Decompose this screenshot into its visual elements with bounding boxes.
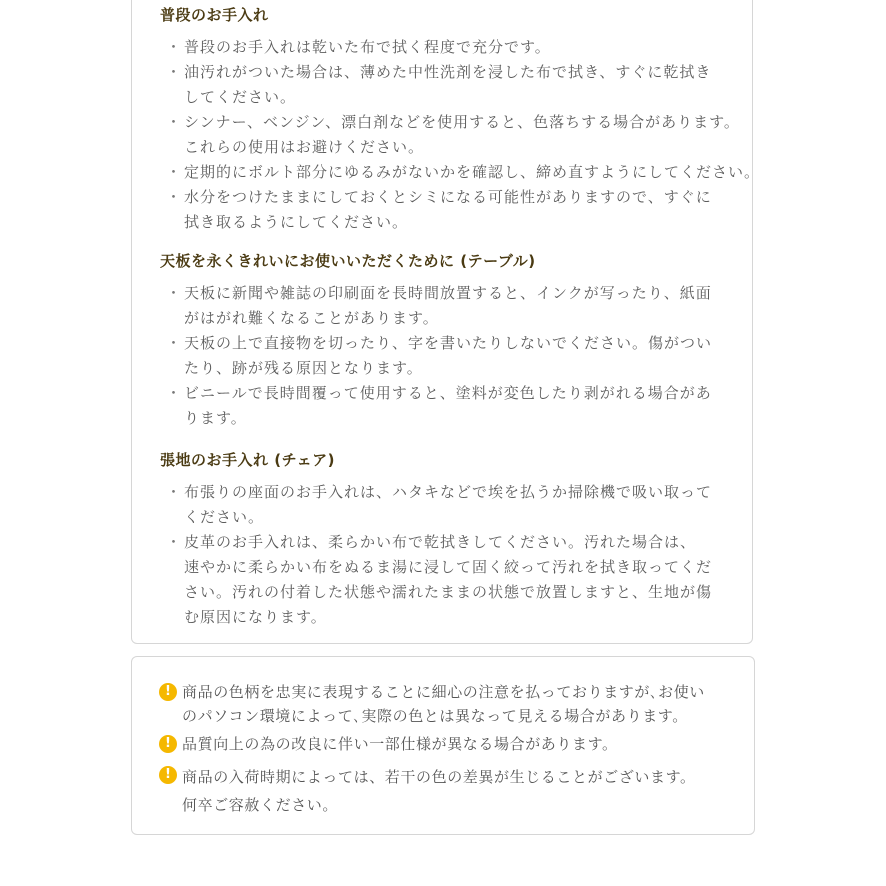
list-item: ・ 定期的にボルト部分にゆるみがないかを確認し、締め直すようにしてください。: [160, 160, 760, 185]
notice-text: 品質向上の為の改良に伴い一部仕様が異なる場合があります。: [182, 735, 618, 753]
care-instructions-panel: [131, 0, 761, 644]
notice-item: [159, 732, 739, 756]
section-daily-care: [160, 5, 760, 235]
bullet: ・: [166, 113, 183, 131]
list-item: ・ シンナー、ベンジン、漂白剤などを使用すると、色落ちする場合があります。 これらの使用はお避けください。: [160, 110, 760, 160]
notice-text: 商品の色柄を忠実に表現することに細心の注意を払っておりますが､お使い のパソコン環境によって､実際の色とは異なって見える場合があります。: [182, 683, 705, 725]
bullet: ・: [166, 188, 183, 206]
bullet: ・: [166, 284, 183, 302]
care-list: [160, 281, 760, 431]
list-item: ・ 水分をつけたままにしておくとシミになる可能性がありますので、すぐに 拭き取るようにしてください。: [160, 185, 760, 235]
exclamation-icon: !: [159, 766, 177, 784]
list-item: ・ 天板の上で直接物を切ったり、字を書いたりしないでください。傷がつい たり、跡が残る原因となります。: [160, 331, 760, 381]
exclamation-icon: !: [159, 735, 177, 753]
bullet: ・: [166, 334, 183, 352]
section-title: 張地のお手入れ (チェア): [160, 451, 335, 469]
list-item: ・ 天板に新聞や雑誌の印刷面を長時間放置すると、インクが写ったり、紙面 がはがれ難くなることがあります。: [160, 281, 760, 331]
care-list: [160, 35, 760, 235]
section-title: 普段のお手入れ: [160, 6, 269, 24]
notice-item: [159, 680, 739, 728]
list-item: ・ 布張りの座面のお手入れは、ハタキなどで埃を払うか掃除機で吸い取って ください。: [160, 480, 760, 530]
notice-item: [159, 763, 739, 819]
list-item: ・ 普段のお手入れは乾いた布で拭く程度で充分です。: [160, 35, 760, 60]
list-item: ・ ビニールで長時間覆って使用すると、塗料が変色したり剥がれる場合があ ります。: [160, 381, 760, 431]
care-list: [160, 480, 760, 630]
section-tabletop-care: [160, 251, 760, 431]
list-item: ・ 油汚れがついた場合は、薄めた中性洗剤を浸した布で拭き、すぐに乾拭き してください。: [160, 60, 760, 110]
bullet: ・: [166, 483, 183, 501]
notices-panel: [131, 656, 755, 835]
notice-text: 商品の入荷時期によっては、若干の色の差異が生じることがございます。 何卒ご容赦ください。: [182, 768, 696, 814]
bullet: ・: [166, 163, 183, 181]
section-upholstery-care: [160, 450, 760, 630]
bullet: ・: [166, 63, 183, 81]
bullet: ・: [166, 533, 183, 551]
bullet: ・: [166, 38, 183, 56]
bullet: ・: [166, 384, 183, 402]
section-title: 天板を永くきれいにお使いいただくために (テーブル): [160, 252, 536, 270]
exclamation-icon: !: [159, 683, 177, 701]
list-item: ・ 皮革のお手入れは、柔らかい布で乾拭きしてください。汚れた場合は、 速やかに柔らかい布をぬるま湯に浸して固く絞って汚れを拭き取ってくだ さい。汚れの付着した状態や濡れたままの状態で放置しますと、生地が傷 む原因になります。: [160, 530, 760, 630]
